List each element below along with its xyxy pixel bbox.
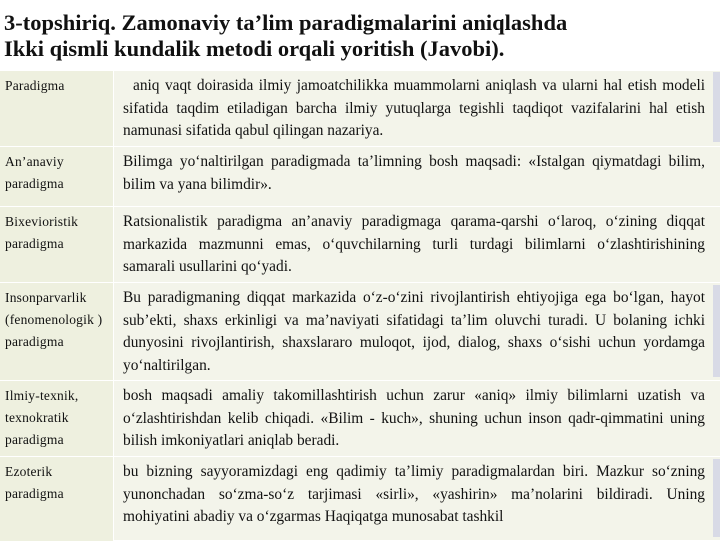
scroll-edge-marker	[713, 459, 720, 537]
paradigm-description-cell: Bu paradigmaning diqqat markazida o‘z-o‘zini rivojlantirish ehtiyojiga ega bo‘lgan, hayot sub’ekti, shaxs erkinligi va ma’naviyati sifatidagi ta’lim oluvchi turadi. U bolaning ichki dunyosini rivojlantirish, shaxslararo muloqot, ijod, dialog, shaxs o‘sishi uchun yordamga yo‘naltirilgan.	[123, 289, 705, 374]
paradigm-description-cell: aniq vaqt doirasida ilmiy jamoatchilikka muammolarni aniqlash va ularni hal etish modeli sifatida taqdim etiladigan barcha ilmiy yutuqlarga tegishli taqdiqot vazifalarini hal etish namunasi sifatida qabul qilingan nazariya.	[123, 77, 705, 140]
paradigm-table	[0, 70, 720, 540]
paradigm-description-cell: Ratsionalistik paradigma an’anaviy paradigmaga qarama-qarshi o‘laroq, o‘zining diqqat markazida mazmunni emas, o‘quvchilarning turli turdagi bilimlarni o‘zlashtirishining samarali usullarini qo‘yadi.	[123, 213, 705, 276]
page-title	[4, 10, 716, 70]
paradigm-name-cell: Ilmiy-texnik, texnokratik paradigma	[0, 381, 114, 457]
table-row	[0, 380, 720, 457]
table-row	[0, 206, 720, 283]
table-row	[0, 282, 720, 381]
paradigm-name-cell: Insonparvarlik (fenomenologik ) paradigma	[0, 283, 114, 381]
paradigm-description-cell: bu bizning sayyoramizdagi eng qadimiy ta’limiy paradigmalardan biri. Mazkur so‘zning yunonchadan so‘zma-so‘z tarjimasi «sirli», «yashirin» ma’nolarini bildiradi. Uning mohiyatini abadiy va o‘zgarmas Haqiqatga munosabat tashkil	[123, 463, 705, 526]
paradigm-name-cell: Bixevioristik paradigma	[0, 207, 114, 283]
title-line-2: Ikki qismli kundalik metodi orqali yoritish (Javobi).	[4, 36, 505, 61]
paradigm-name-cell: Paradigma	[0, 71, 114, 147]
scroll-edge-marker	[713, 72, 720, 142]
title-line-1: 3-topshiriq. Zamonaviy ta’lim paradigmalarini aniqlashda	[4, 10, 568, 35]
table-row	[0, 70, 720, 147]
paradigm-description-cell: Bilimga yo‘naltirilgan paradigmada ta’limning bosh maqsadi: «Istalgan qiymatdagi bilim, bilim va yana bilimdir».	[123, 153, 705, 193]
table-row	[0, 456, 720, 541]
paradigm-description-cell: bosh maqsadi amaliy takomillashtirish uchun zarur «aniq» ilmiy bilimlarni uzatish va o‘zlashtirishdan kelib chiqadi. «Bilim - kuch», shuning uchun inson qadr-qimmatini uning bilish imkoniyatlari aniqlab beradi.	[123, 387, 705, 450]
scroll-edge-marker	[713, 285, 720, 377]
table-row	[0, 146, 720, 207]
paradigm-name-cell: An’anaviy paradigma	[0, 147, 114, 207]
paradigm-name-cell: Ezoterik paradigma	[0, 457, 114, 541]
